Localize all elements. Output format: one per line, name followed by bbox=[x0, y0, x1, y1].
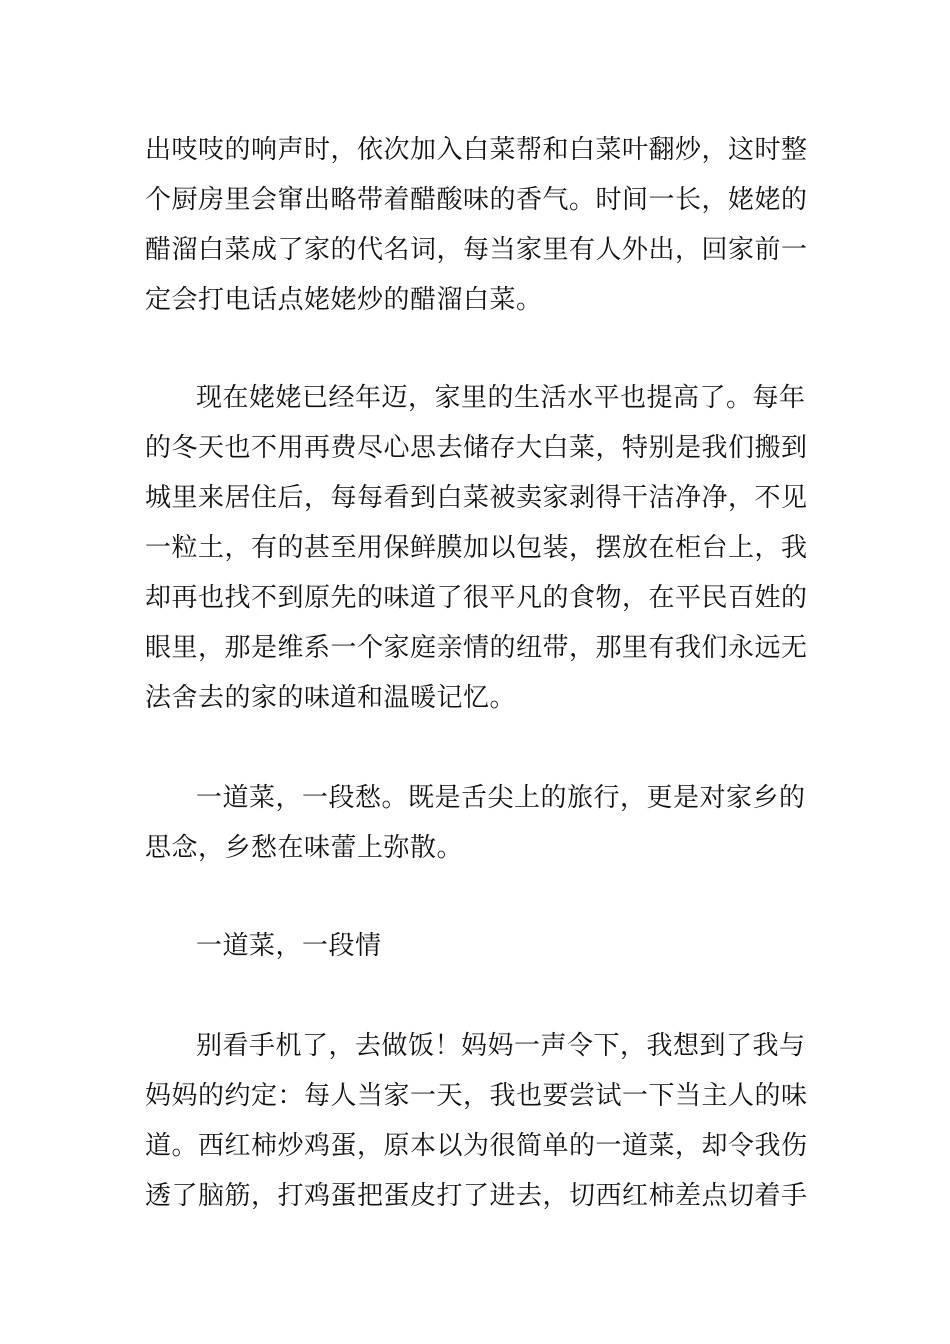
paragraph-2-line-1: 现在姥姥已经年迈，家里的生活水平也提高了。每年 bbox=[196, 383, 806, 413]
paragraph-1-line-3: 醋溜白菜成了家的代名词，每当家里有人外出，回家前一 bbox=[145, 235, 808, 265]
paragraph-2-line-2: 的冬天也不用再费尽心思去储存大白菜，特别是我们搬到 bbox=[145, 433, 808, 463]
paragraph-5-line-3: 道。西红柿炒鸡蛋，原本以为很简单的一道菜，却令我伤 bbox=[145, 1131, 808, 1161]
paragraph-5-line-1: 别看手机了，去做饭！妈妈一声令下，我想到了我与 bbox=[196, 1031, 806, 1061]
paragraph-5-line-4: 透了脑筋，打鸡蛋把蛋皮打了进去，切西红柿差点切着手 bbox=[145, 1181, 808, 1211]
paragraph-3-line-1: 一道菜，一段愁。既是舌尖上的旅行，更是对家乡的 bbox=[196, 783, 806, 813]
paragraph-2-line-7: 法舍去的家的味道和温暖记忆。 bbox=[145, 683, 517, 713]
paragraph-5-line-2: 妈妈的约定：每人当家一天，我也要尝试一下当主人的味 bbox=[145, 1081, 808, 1111]
paragraph-1-line-4: 定会打电话点姥姥炒的醋溜白菜。 bbox=[145, 285, 543, 315]
paragraph-2-line-6: 眼里，那是维系一个家庭亲情的纽带，那里有我们永远无 bbox=[145, 633, 808, 663]
paragraph-1-line-1: 出吱吱的响声时，依次加入白菜帮和白菜叶翻炒，这时整 bbox=[145, 135, 808, 165]
paragraph-2-line-4: 一粒土，有的甚至用保鲜膜加以包装，摆放在柜台上，我 bbox=[145, 533, 808, 563]
paragraph-1-line-2: 个厨房里会窜出略带着醋酸味的香气。时间一长，姥姥的 bbox=[145, 185, 808, 215]
section-heading: 一道菜，一段情 bbox=[196, 931, 382, 961]
paragraph-3-line-2: 思念，乡愁在味蕾上弥散。 bbox=[145, 833, 464, 863]
paragraph-2-line-5: 却再也找不到原先的味道了很平凡的食物，在平民百姓的 bbox=[145, 583, 808, 613]
paragraph-2-line-3: 城里来居住后，每每看到白菜被卖家剥得干洁净净，不见 bbox=[145, 483, 808, 513]
